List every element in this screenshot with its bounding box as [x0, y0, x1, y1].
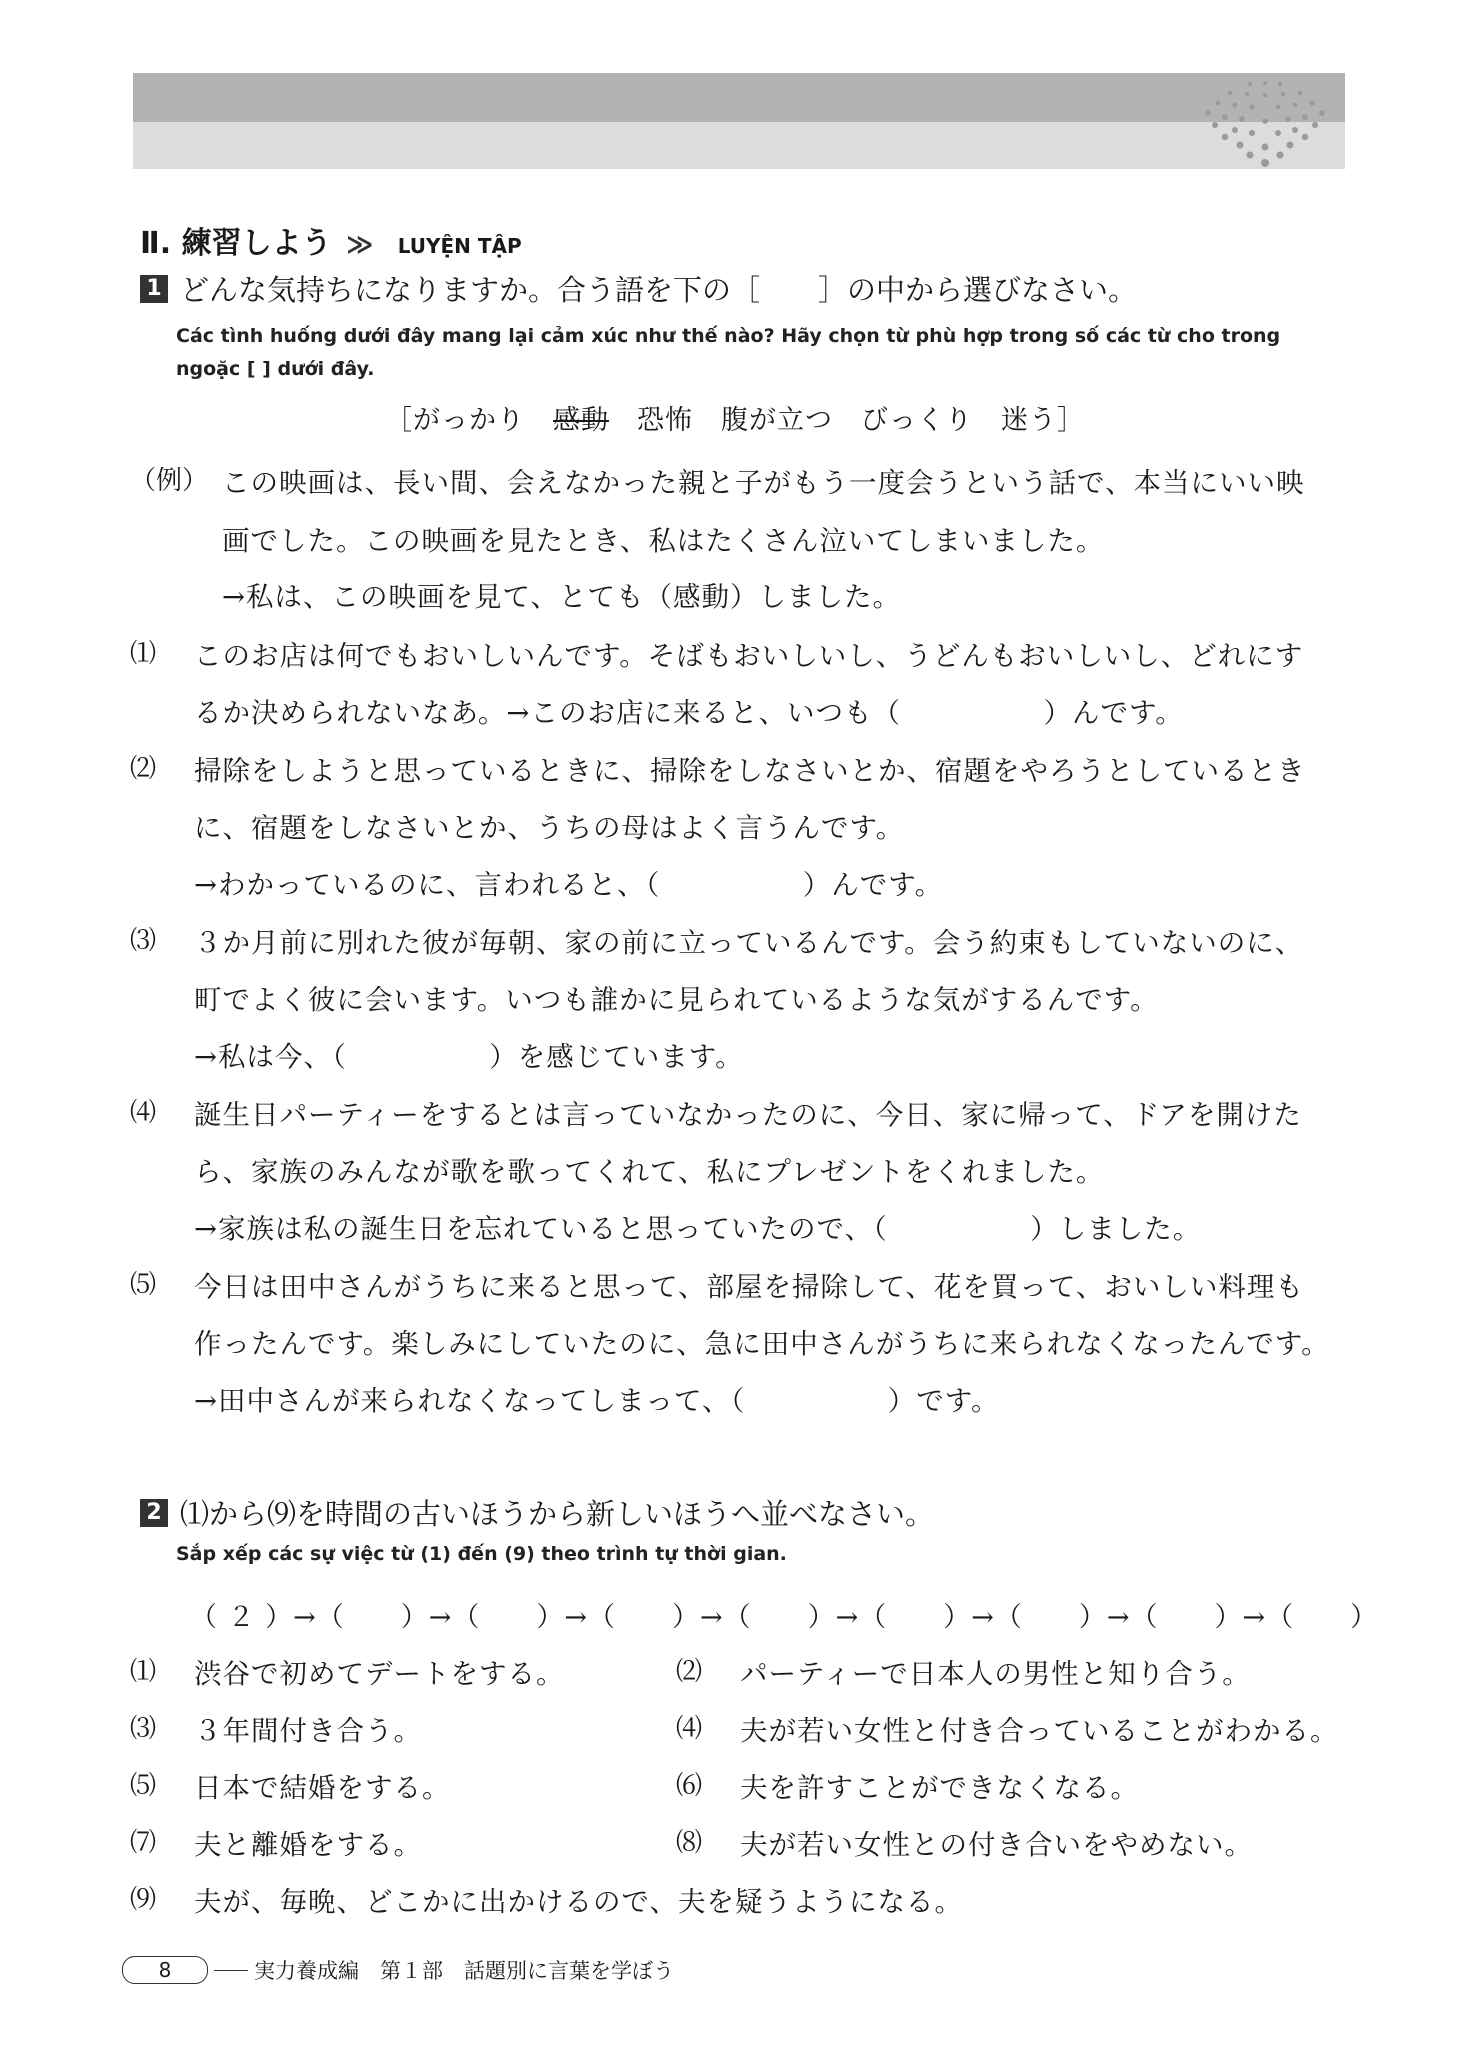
item-number: ⑸: [130, 1270, 157, 1300]
event-text: 夫が、毎晩、どこかに出かけるので、夫を疑うようになる。: [194, 1886, 963, 1918]
section-title-jp: 練習しよう: [181, 226, 332, 261]
event-text: ３年間付き合う。: [194, 1715, 422, 1747]
item-line: このお店は何でもおいしいんです。そばもおいしいし、うどんもおいしいし、どれにす: [194, 640, 1304, 672]
item-answer-line: →わかっているのに、言われると、（ ）んです。: [194, 869, 944, 901]
section-title-vn: LUYỆN TẬP: [397, 234, 522, 258]
bracket-close: ］: [1057, 405, 1085, 436]
event-text: 夫と離婚をする。: [194, 1829, 422, 1861]
event-number: ⑶: [130, 1714, 157, 1744]
item-answer-line: →田中さんが来られなくなってしまって、（ ）です。: [194, 1385, 1000, 1417]
event-text: 夫が若い女性との付き合いをやめない。: [740, 1829, 1253, 1861]
question-2-number: 2: [140, 1499, 168, 1527]
question-1-heading: [140, 268, 1137, 309]
event-number: ⑸: [130, 1771, 157, 1801]
word-choices: [385, 398, 1085, 437]
question-1-prompt-vn: Các tình huống dưới đây mang lại cảm xúc như thế nào? Hãy chọn từ phù hợp trong số các từ cho trong ngoặc [ ] dưới đây.: [176, 325, 1281, 380]
event-number: ⑺: [130, 1828, 157, 1858]
word-choice: 腹が立つ: [721, 405, 833, 436]
section-title: [140, 218, 522, 262]
event-number: ⑹: [676, 1771, 703, 1801]
event-number: ⑻: [676, 1828, 703, 1858]
item-answer-line: →家族は私の誕生日を忘れていると思っていたので、（ ）しました。: [194, 1213, 1202, 1245]
item-line: 町でよく彼に会います。いつも誰かに見られているような気がするんです。: [194, 984, 1159, 1016]
event-text: 夫が若い女性と付き合っていることがわかる。: [740, 1715, 1339, 1747]
event-number: ⑴: [130, 1657, 157, 1687]
item-line: に、宿題をしなさいとか、うちの母はよく言うんです。: [194, 812, 905, 844]
footer-divider: [214, 1970, 248, 1971]
word-choice: 恐怖: [637, 405, 693, 436]
bracket-open: ［: [385, 405, 413, 436]
header-band-bottom: [133, 122, 1345, 169]
item-number: ⑵: [130, 754, 157, 784]
item-answer-line: →私は今、（ ）を感じています。: [194, 1041, 744, 1073]
event-text: 夫を許すことができなくなる。: [740, 1772, 1139, 1804]
event-text: パーティーで日本人の男性と知り合う。: [740, 1658, 1251, 1690]
example-answer-line: →私は、この映画を見て、とても（感動）しました。: [222, 581, 901, 613]
word-choice-used: 感動: [553, 405, 609, 436]
decorative-dots-icon: [1190, 75, 1340, 170]
item-line: ら、家族のみんなが歌を歌ってくれて、私にプレゼントをくれました。: [194, 1156, 1105, 1188]
section-numeral: Ⅱ.: [140, 226, 172, 261]
example-label: （例）: [130, 466, 209, 496]
word-choice: びっくり: [861, 405, 973, 436]
event-number: ⑷: [676, 1714, 703, 1744]
event-text: 日本で結婚をする。: [194, 1772, 451, 1804]
item-number: ⑴: [130, 639, 157, 669]
example-line: この映画は、長い間、会えなかった親と子がもう一度会うという話で、本当にいい映: [222, 467, 1305, 499]
answer-sequence: （ ２ ）→（ ）→（ ）→（ ）→（ ）→（ ）→（ ）→（ ）→（ ）: [190, 1602, 1379, 1633]
item-answer-line: るか決められないなあ。→このお店に来ると、いつも（ ）んです。: [194, 697, 1184, 729]
question-2-heading: [140, 1492, 934, 1533]
footer-text: 実力養成編 第１部 話題別に言葉を学ぼう: [254, 1959, 674, 1983]
question-2-prompt-vn: Sắp xếp các sự việc từ (1) đến (9) theo trình tự thời gian.: [176, 1543, 787, 1565]
event-number: ⑼: [130, 1885, 157, 1915]
page-footer: [122, 1955, 674, 1985]
question-1-number: 1: [140, 275, 168, 303]
example-line: 画でした。この映画を見たとき、私はたくさん泣いてしまいました。: [222, 525, 1105, 557]
question-1-prompt: どんな気持ちになりますか。合う語を下の［ ］の中から選びなさい。: [180, 273, 1138, 307]
question-2-prompt: ⑴から⑼を時間の古いほうから新しいほうへ並べなさい。: [180, 1497, 935, 1531]
event-text: 渋谷で初めてデートをする。: [194, 1658, 565, 1690]
item-number: ⑷: [130, 1098, 157, 1128]
item-line: 作ったんです。楽しみにしていたのに、急に田中さんがうちに来られなくなったんです。: [194, 1328, 1330, 1360]
word-choice: 迷う: [1001, 405, 1057, 436]
double-chevron-icon: ≫: [346, 230, 374, 260]
item-line: ３か月前に別れた彼が毎朝、家の前に立っているんです。会う約束もしていないのに、: [194, 927, 1304, 959]
item-line: 今日は田中さんがうちに来ると思って、部屋を掃除して、花を買って、おいしい料理も: [194, 1271, 1304, 1303]
header-band-top: [133, 73, 1345, 122]
item-number: ⑶: [130, 926, 157, 956]
item-line: 掃除をしようと思っているときに、掃除をしなさいとか、宿題をやろうとしているとき: [194, 755, 1306, 787]
word-choice: がっかり: [413, 405, 525, 436]
event-number: ⑵: [676, 1657, 703, 1687]
item-line: 誕生日パーティーをするとは言っていなかったのに、今日、家に帰って、ドアを開けた: [194, 1099, 1302, 1131]
page-number: 8: [122, 1956, 208, 1984]
